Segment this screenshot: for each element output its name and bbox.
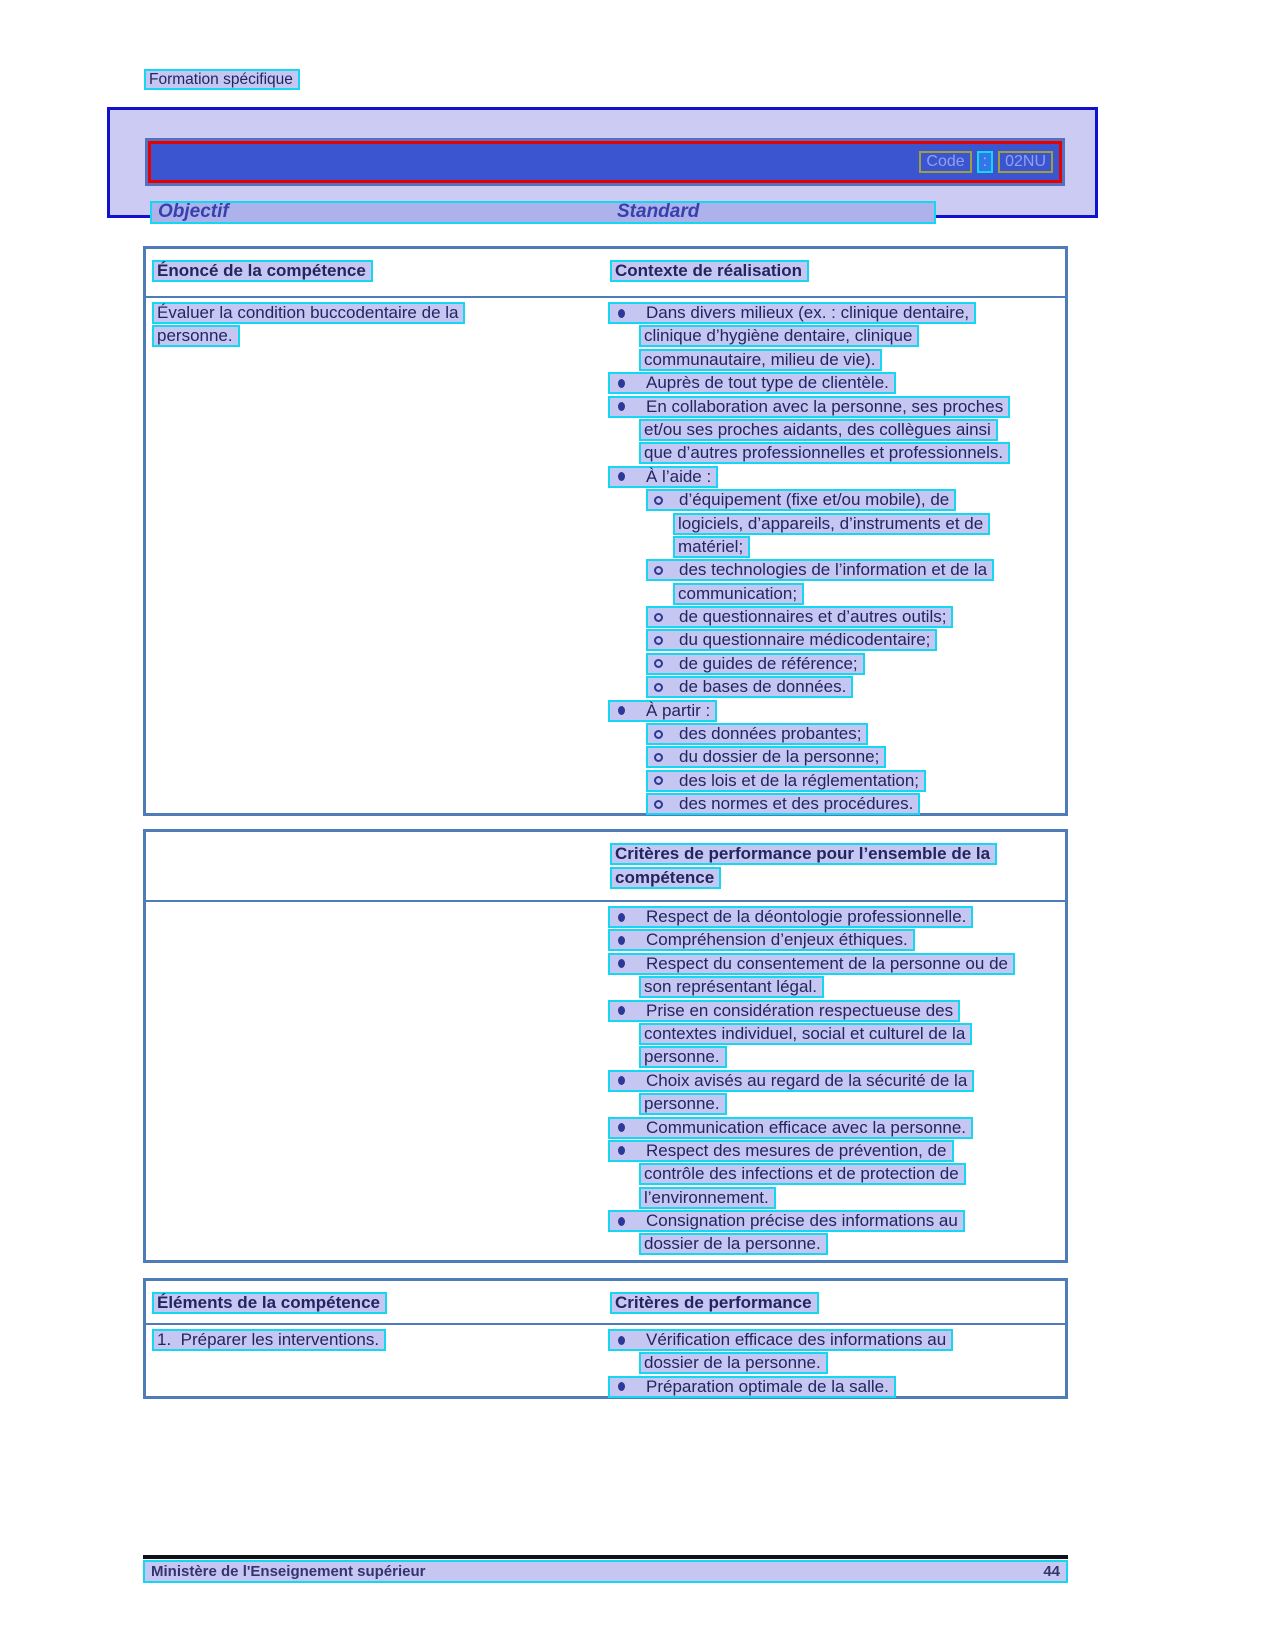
text-line [146,349,1065,372]
text-line [146,700,1065,723]
line-text: contextes individuel, social et culturel de la [644,1023,966,1043]
text-line [146,723,1065,746]
text-line [146,372,1065,395]
line-text: d’équipement (fixe et/ou mobile), de [679,490,950,510]
bullet-dot-icon [618,706,625,715]
text-line [146,653,1065,676]
line-text: personne. [157,326,233,346]
text-line [146,1117,1065,1140]
line-text: logiciels, d’appareils, d’instruments et de [678,513,984,533]
text-line [146,1023,1065,1046]
text-line [146,793,1065,816]
line-text: clinique d’hygiène dentaire, clinique [644,326,913,346]
bullet-dot-icon [618,1146,625,1155]
text-line [146,442,1065,465]
code-separator: : [977,151,993,173]
text-line [146,302,1065,325]
line-text: Respect des mesures de prévention, de [646,1140,947,1160]
table2-body [146,902,1065,1257]
bullet-circle-icon [654,566,663,575]
bullet-dot-icon [618,1006,625,1015]
text-line [146,325,1065,348]
line-text: dossier de la personne. [644,1234,821,1254]
bullet-circle-icon [654,496,663,505]
line-text: du dossier de la personne; [679,747,880,767]
bullet-circle-icon [654,636,663,645]
table-criteres-ensemble [143,829,1068,1263]
text-line [146,1233,1065,1256]
text-line [146,559,1065,582]
text-line [146,513,1065,536]
text-line [146,929,1065,952]
text-line [146,629,1065,652]
line-text: de bases de données. [679,677,847,697]
table1-header-row [146,249,1065,298]
line-text: du questionnaire médicodentaire; [679,630,931,650]
text-line [146,676,1065,699]
standard-label: Standard [617,201,700,222]
text-line [146,419,1065,442]
table2-right-column [146,902,1065,1257]
text-line [146,466,1065,489]
line-text: et/ou ses proches aidants, des collègues ainsi [644,419,991,439]
line-text: Évaluer la condition buccodentaire de la [157,303,459,322]
text-line [146,746,1065,769]
line-text: À partir : [646,700,711,720]
bullet-circle-icon [654,659,663,668]
bullet-circle-icon [654,776,663,785]
objectif-standard-row [150,201,936,224]
text-line [146,770,1065,793]
bullet-dot-icon [618,472,625,481]
bullet-dot-icon [618,1382,625,1391]
text-line [146,906,1065,929]
line-text: dossier de la personne. [644,1353,821,1373]
footer-page-number: 44 [1043,1563,1060,1580]
table-enonce-competence [143,246,1068,816]
objectif-label: Objectif [158,201,229,222]
text-line [146,976,1065,999]
text-line [146,606,1065,629]
line-text: Respect du consentement de la personne ou de [646,953,1008,973]
text-line [146,1329,1065,1352]
text-line [146,583,1065,606]
line-text: 1. Préparer les interventions. [157,1330,380,1349]
bullet-dot-icon [618,1217,625,1226]
text-line [146,1070,1065,1093]
bullet-dot-icon [618,959,625,968]
line-text: des données probantes; [679,724,862,744]
line-text: Communication efficace avec la personne. [646,1117,967,1137]
table3-left-column [146,1329,1065,1352]
text-line [146,1140,1065,1163]
text-line [146,1187,1065,1210]
line-text: Auprès de tout type de clientèle. [646,373,889,393]
line-text: que d’autres professionnelles et professionnels. [644,443,1004,463]
code-value: 02NU [998,151,1053,173]
text-line [146,1000,1065,1023]
text-line [146,396,1065,419]
line-text: contrôle des infections et de protection de [644,1164,959,1184]
table3-body [146,1325,1065,1399]
line-text: l’environnement. [644,1187,769,1207]
text-line [146,1093,1065,1116]
text-line [146,536,1065,559]
title-bar [145,138,1065,186]
text-line [146,1210,1065,1233]
line-text: communautaire, milieu de vie). [644,349,876,369]
bullet-circle-icon [654,730,663,739]
bullet-circle-icon [654,613,663,622]
line-text: Consignation précise des informations au [646,1211,958,1231]
table1-header-left: Énoncé de la compétence [152,260,373,282]
title-bar-inner [148,141,1062,183]
table1-left-column [146,302,1065,349]
line-text: Respect de la déontologie professionnelle. [646,907,967,926]
line-text: communication; [678,583,798,603]
table1-right-column [146,298,1065,817]
table3-header-right: Critères de performance [610,1292,819,1314]
line-text: Préparation optimale de la salle. [646,1376,889,1396]
bullet-dot-icon [618,379,625,388]
bullet-dot-icon [618,1076,625,1085]
line-text: des lois et de la réglementation; [679,770,920,790]
bullet-circle-icon [654,753,663,762]
table3-header-left: Éléments de la compétence [152,1292,387,1314]
text-line [146,953,1065,976]
bullet-dot-icon [618,1123,625,1132]
line-text: de guides de référence; [679,653,858,673]
line-text: des normes et des procédures. [679,794,914,814]
bullet-circle-icon [654,683,663,692]
line-text: À l’aide : [646,466,712,486]
line-text: son représentant légal. [644,977,817,997]
text-line [146,1163,1065,1186]
line-text: Compréhension d’enjeux éthiques. [646,930,908,950]
competency-header-box [107,107,1098,222]
table2-header-line2: compétence [610,867,721,889]
footer-ministry: Ministère de l'Enseignement supérieur [151,1563,426,1580]
line-text: Vérification efficace des informations au [646,1330,947,1349]
text-line [146,489,1065,512]
text-line [146,1352,1065,1375]
text-line [146,1046,1065,1069]
line-text: Dans divers milieux (ex. : clinique dentaire, [646,303,970,322]
line-text: En collaboration avec la personne, ses proches [646,396,1004,416]
footer-divider [143,1555,1068,1559]
formation-specifique-label [144,69,300,90]
table1-body [146,298,1065,817]
table2-header-row [146,832,1065,902]
line-text: personne. [644,1094,720,1114]
line-text: des technologies de l’information et de la [679,560,988,580]
line-text: Prise en considération respectueuse des [646,1000,954,1020]
table2-header-line1: Critères de performance pour l’ensemble de la [610,843,997,865]
footer-row [143,1560,1068,1583]
formation-specifique-text: Formation spécifique [149,70,293,88]
bullet-circle-icon [654,800,663,809]
bullet-dot-icon [618,936,625,945]
line-text: personne. [644,1047,720,1067]
code-label: Code [919,151,971,173]
table1-header-right: Contexte de réalisation [610,260,809,282]
table-elements-competence [143,1278,1068,1399]
text-line [146,1376,1065,1399]
line-text: matériel; [678,536,744,556]
line-text: Choix avisés au regard de la sécurité de la [646,1070,968,1090]
line-text: de questionnaires et d’autres outils; [679,607,947,627]
table3-header-row [146,1281,1065,1325]
bullet-dot-icon [618,913,625,922]
bullet-dot-icon [618,402,625,411]
